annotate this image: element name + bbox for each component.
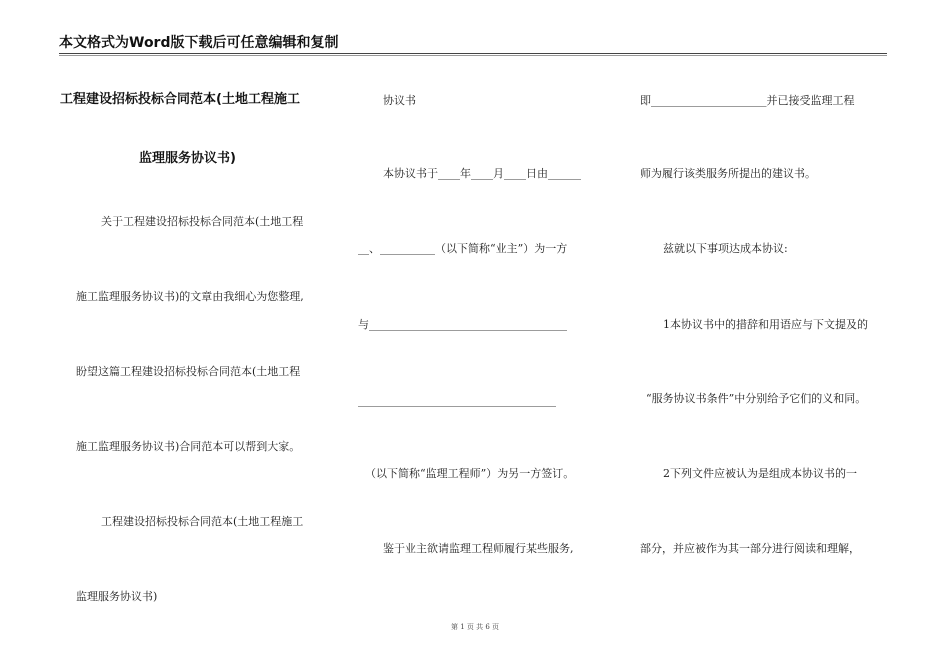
intro-paragraph-line-1: 关于工程建设招标投标合同范本(土地工程 bbox=[101, 215, 304, 228]
clause-2-line-2: 部分，并应被作为其一部分进行阅读和理解， bbox=[640, 542, 860, 555]
clause-1-line-2: “服务协议书条件”中分别给予它们的义和同。 bbox=[646, 392, 867, 405]
agreement-line-date: 本协议书于____年____月____日由______ bbox=[383, 167, 581, 180]
intro-paragraph-line-3: 盼望这篇工程建设招标投标合同范本(土地工程 bbox=[76, 365, 301, 378]
agreement-line-whereas: 鉴于业主欲请监理工程师履行某些服务, bbox=[383, 542, 574, 555]
agreement-line-hereby: 兹就以下事项达成本协议: bbox=[663, 242, 788, 255]
agreement-line-accepted: 即_____________________并已接受监理工程 bbox=[640, 94, 855, 107]
subtitle-line-2: 监理服务协议书) bbox=[76, 590, 158, 603]
agreement-line-employer: __、__________（以下简称“业主”）为一方 bbox=[358, 242, 568, 255]
header-rule-top bbox=[59, 53, 887, 54]
agreement-line-engineer: （以下简称“监理工程师”）为另一方签订。 bbox=[365, 467, 575, 480]
page-number: 第 1 页 共 6 页 bbox=[450, 623, 500, 631]
intro-paragraph-line-2: 施工监理服务协议书)的文章由我细心为您整理, bbox=[76, 290, 304, 303]
intro-paragraph-line-4: 施工监理服务协议书)合同范本可以帮到大家。 bbox=[76, 440, 301, 453]
subtitle-line-1: 工程建设招标投标合同范本(土地工程施工 bbox=[101, 515, 304, 528]
download-banner: 本文格式为Word版下载后可任意编辑和复制 bbox=[59, 35, 339, 51]
document-title-line-2: 监理服务协议书) bbox=[139, 151, 236, 166]
clause-2-line-1: 2下列文件应被认为是组成本协议书的一 bbox=[663, 467, 857, 480]
agreement-line-proposal: 师为履行该类服务所提出的建议书。 bbox=[640, 167, 816, 180]
document-title-line-1: 工程建设招标投标合同范本(土地工程施工 bbox=[60, 92, 300, 107]
agreement-line-blank: ____________________________________ bbox=[358, 394, 556, 407]
agreement-heading: 协议书 bbox=[383, 94, 416, 107]
header-rule-bottom bbox=[59, 55, 887, 56]
clause-1-line-1: 1本协议书中的措辞和用语应与下文提及的 bbox=[663, 318, 868, 331]
agreement-line-with: 与____________________________________ bbox=[358, 318, 567, 331]
